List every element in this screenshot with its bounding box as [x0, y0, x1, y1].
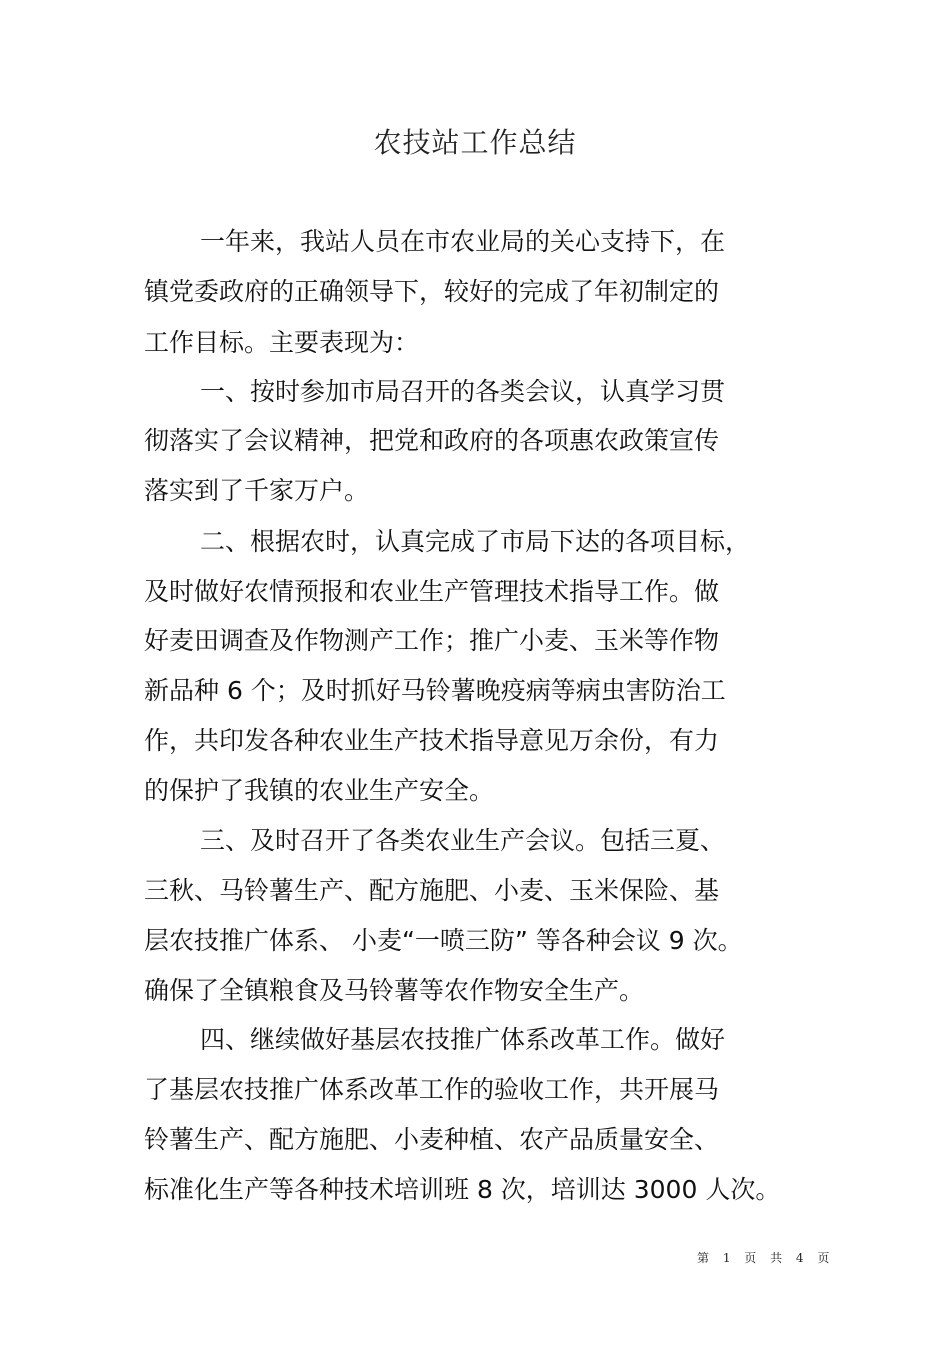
paragraph-line: 彻落实了会议精神，把党和政府的各项惠农政策宣传: [144, 426, 720, 455]
paragraph-line: 二、根据农时，认真完成了市局下达的各项目标，: [200, 527, 751, 556]
paragraph-line: 作，共印发各种农业生产技术指导意见万余份，有力: [144, 726, 720, 755]
paragraph-line: 四、继续做好基层农技推广体系改革工作。做好: [200, 1025, 726, 1054]
paragraph-line: 镇党委政府的正确领导下，较好的完成了年初制定的: [144, 277, 720, 306]
paragraph-line: 三、及时召开了各类农业生产会议。包括三夏、: [200, 826, 726, 855]
paragraph-line: 一年来，我站人员在市农业局的关心支持下，在: [200, 227, 726, 256]
paragraph-line: 三秋、马铃薯生产、配方施肥、小麦、玉米保险、基: [144, 876, 720, 905]
paragraph-line: 一、按时参加市局召开的各类会议，认真学习贯: [200, 377, 726, 406]
paragraph-line: 铃薯生产、配方施肥、小麦种植、农产品质量安全、: [144, 1125, 720, 1154]
paragraph-line: 层农技推广体系、 小麦“一喷三防” 等各种会议 9 次。: [144, 926, 743, 955]
paragraph-line: 落实到了千家万户。: [144, 476, 370, 505]
paragraph-line: 新品种 6 个；及时抓好马铃薯晚疫病等病虫害防治工: [144, 676, 726, 705]
paragraph-line: 标准化生产等各种技术培训班 8 次，培训达 3000 人次。: [144, 1175, 781, 1204]
paragraph-line: 好麦田调查及作物测产工作；推广小麦、玉米等作物: [144, 626, 720, 655]
document-title: 农技站工作总结: [373, 126, 577, 159]
paragraph-line: 工作目标。主要表现为：: [144, 328, 420, 357]
page-number-footer: 第 1 页 共 4 页: [697, 1251, 835, 1265]
paragraph-line: 的保护了我镇的农业生产安全。: [144, 776, 495, 805]
paragraph-line: 确保了全镇粮食及马铃薯等农作物安全生产。: [144, 976, 645, 1005]
paragraph-line: 及时做好农情预报和农业生产管理技术指导工作。做: [144, 577, 720, 606]
paragraph-line: 了基层农技推广体系改革工作的验收工作，共开展马: [144, 1075, 720, 1104]
